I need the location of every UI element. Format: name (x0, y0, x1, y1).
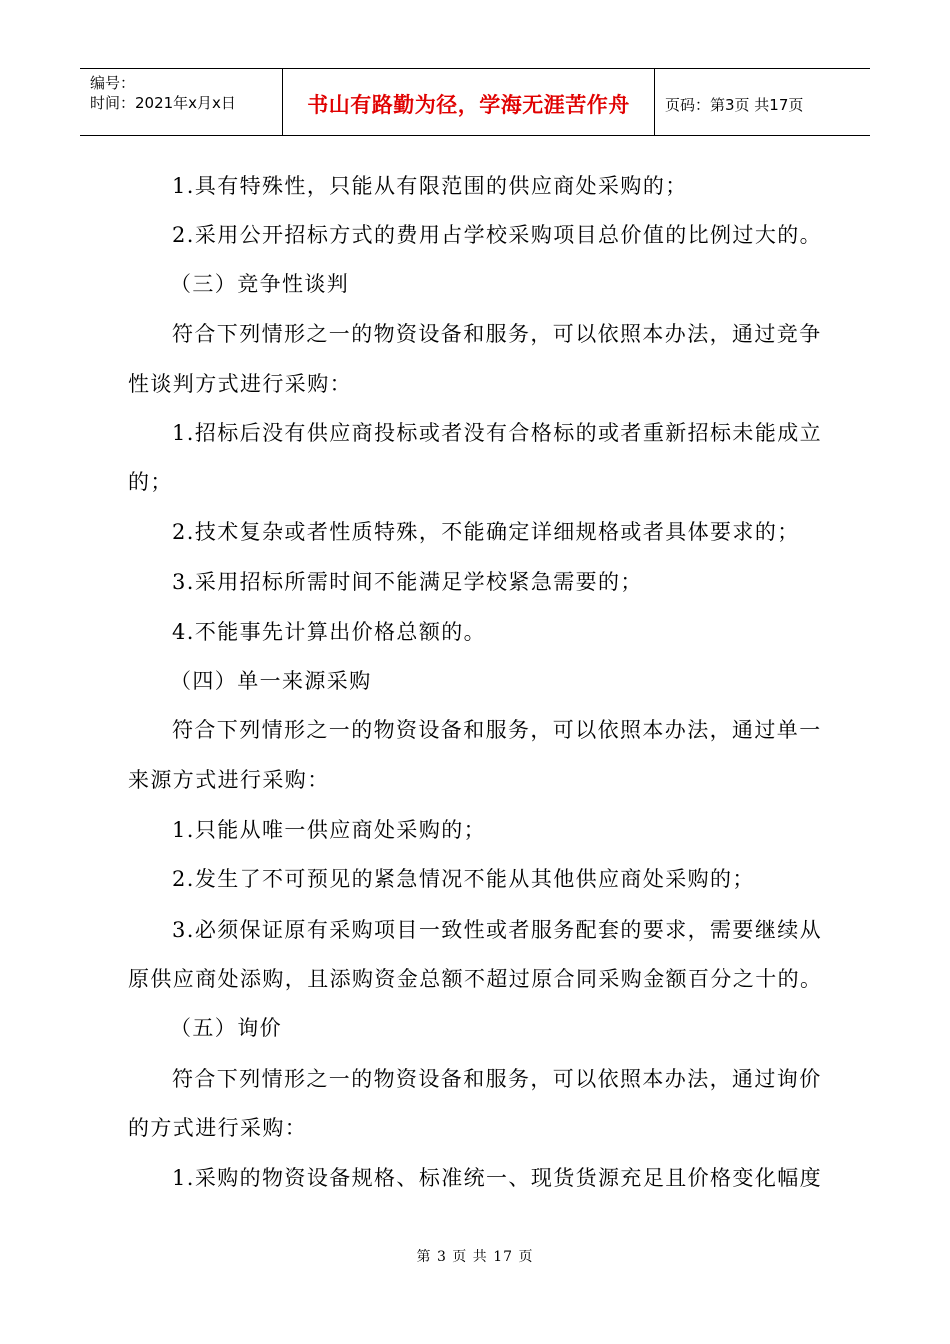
header-motto: 书山有路勤为径，学海无涯苦作舟 (283, 69, 655, 135)
section-heading: （五）询价 (170, 1016, 282, 1040)
page-footer: 第 3 页 共 17 页 (416, 1249, 534, 1265)
document-number-label: 编号： (90, 74, 136, 92)
section-heading: （三）竞争性谈判 (170, 272, 350, 296)
paragraph-line: 符合下列情形之一的物资设备和服务，可以依照本办法，通过单一 (172, 718, 822, 742)
paragraph-line: 2.技术复杂或者性质特殊，不能确定详细规格或者具体要求的； (172, 520, 800, 544)
section-heading: （四）单一来源采购 (170, 669, 372, 693)
paragraph-line: 1.招标后没有供应商投标或者没有合格标的或者重新招标未能成立 (172, 421, 823, 445)
header-page-info: 页码：第3页 共17页 (665, 95, 804, 114)
paragraph-line: 3.必须保证原有采购项目一致性或者服务配套的要求，需要继续从 (172, 918, 823, 942)
paragraph-line: 1.只能从唯一供应商处采购的； (172, 818, 487, 842)
paragraph-line: 4.不能事先计算出价格总额的。 (172, 620, 487, 644)
paragraph-line: 2.发生了不可预见的紧急情况不能从其他供应商处采购的； (172, 867, 755, 891)
paragraph-line: 性谈判方式进行采购： (128, 372, 352, 396)
header-table (80, 68, 870, 136)
header-meta (80, 69, 283, 135)
paragraph-line: 1.采购的物资设备规格、标准统一、现货货源充足且价格变化幅度 (172, 1166, 823, 1190)
paragraph-line: 2.采用公开招标方式的费用占学校采购项目总价值的比例过大的。 (172, 223, 823, 247)
paragraph-line: 符合下列情形之一的物资设备和服务，可以依照本办法，通过询价 (172, 1067, 822, 1091)
document-time-label: 时间：2021年x月x日 (90, 94, 236, 112)
paragraph-line: 1.具有特殊性，只能从有限范围的供应商处采购的； (172, 174, 688, 198)
paragraph-line: 来源方式进行采购： (128, 768, 330, 792)
paragraph-line: 的； (128, 470, 173, 494)
paragraph-line: 原供应商处添购，且添购资金总额不超过原合同采购金额百分之十的。 (128, 967, 823, 991)
paragraph-line: 的方式进行采购： (128, 1116, 308, 1140)
paragraph-line: 符合下列情形之一的物资设备和服务，可以依照本办法，通过竞争 (172, 322, 822, 346)
paragraph-line: 3.采用招标所需时间不能满足学校紧急需要的； (172, 570, 643, 594)
